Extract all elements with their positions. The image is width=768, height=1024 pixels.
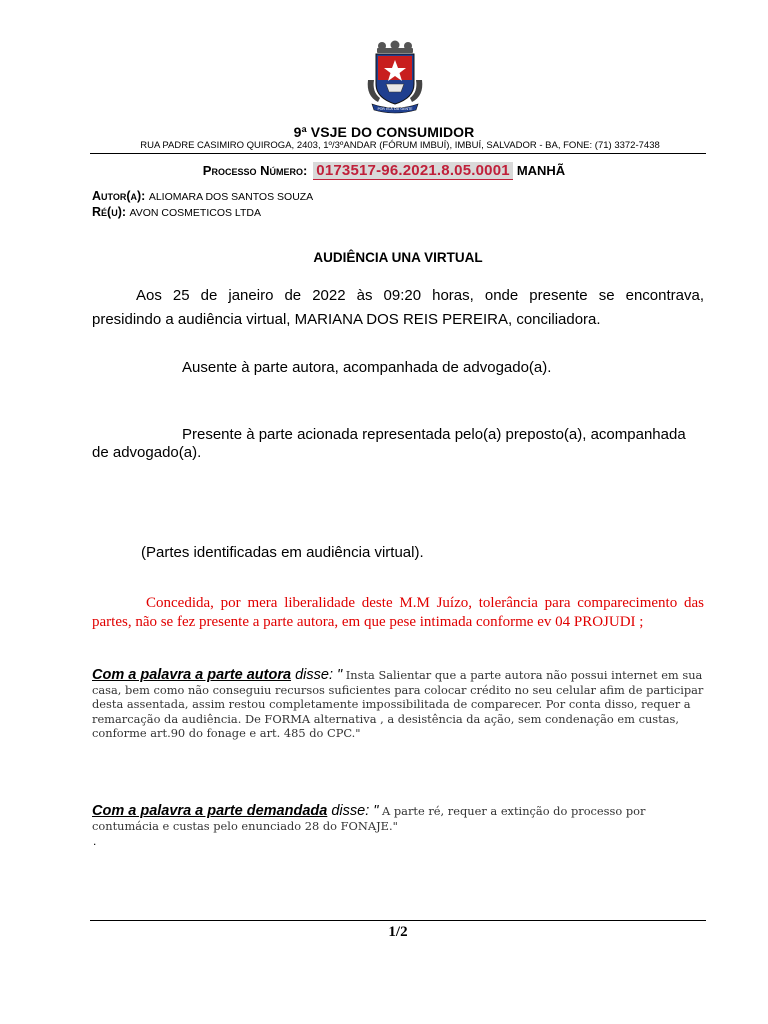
demandada-statement-text: A parte ré, requer a extinção do processo por contumácia e custas pelo enunciado 28 do FONAJE." (92, 804, 646, 833)
bahia-coat-of-arms-icon (364, 40, 426, 114)
intro-line-2: presidindo a audiência virtual, MARIANA DOS REIS PEREIRA, conciliadora. (92, 311, 601, 328)
autor-value: ALIOMARA DOS SANTOS SOUZA (148, 191, 314, 203)
processo-line (0, 162, 768, 180)
footer-divider (90, 920, 706, 921)
document-title: AUDIÊNCIA UNA VIRTUAL (313, 250, 483, 265)
reu-value: AVON COSMETICOS LTDA (129, 207, 261, 219)
intro-paragraph (92, 284, 704, 332)
processo-period: MANHÃ (516, 163, 566, 178)
demandada-statement (92, 804, 704, 833)
demandada-statement-lead (92, 803, 378, 819)
processo-label: Processo Número: (202, 163, 308, 178)
reu-line (92, 205, 261, 219)
autora-lead-prefix: Com a palavra a parte autora (92, 667, 292, 683)
reu-label: Ré(u): (92, 205, 127, 219)
demandada-lead-prefix: Com a palavra a parte demandada (92, 803, 328, 819)
autora-statement-text: Insta Salientar que a parte autora não possui internet em sua casa, bem como não conseguiu recursos suficientes para colocar crédito no seu celular afim de participar desta assentada, assim restou completamente impossibilitada de comparecer. Por conta disso, requer a remarcação da audiência. De FORMA alternativa , a desistência da ação, sem condenação em custas, conforme art.90 do fonage e art. 485 do CPC." (92, 668, 704, 741)
intro-line-1: Aos 25 de janeiro de 2022 às 09:20 horas, onde presente se encontrava, (136, 287, 704, 304)
header-divider (90, 153, 706, 154)
autora-statement-lead (92, 667, 342, 683)
page-number: 1/2 (388, 924, 408, 940)
court-title: 9ª VSJE DO CONSUMIDOR (293, 124, 475, 140)
court-address: RUA PADRE CASIMIRO QUIROGA, 2403, 1º/3ºANDAR (FÓRUM IMBUÍ), IMBUÍ, SALVADOR - BA, FONE: (71) 3372-7438 (140, 140, 660, 151)
crest-motto: POR ELA DA GENTE (377, 107, 413, 111)
trailing-dot: . (93, 834, 97, 848)
tolerancia-paragraph: Concedida, por mera liberalidade deste M.M Juízo, tolerância para comparecimento das partes, não se fez presente a parte autora, em que pese intimada conforme ev 04 PROJUDI ; (92, 595, 704, 630)
autora-lead-suffix: disse: " (291, 667, 343, 683)
processo-number: 0173517-96.2021.8.05.0001 (313, 162, 513, 180)
autor-label: Autor(a): (92, 189, 146, 203)
partes-paragraph: (Partes identificadas em audiência virtual). (141, 544, 424, 561)
presente-paragraph: Presente à parte acionada representada pelo(a) preposto(a), acompanhada de advogado(a). (92, 426, 686, 461)
autora-statement (92, 668, 704, 741)
autor-line (92, 189, 313, 203)
demandada-lead-suffix: disse: " (327, 803, 379, 819)
ausente-paragraph: Ausente à parte autora, acompanhada de advogado(a). (182, 359, 552, 376)
